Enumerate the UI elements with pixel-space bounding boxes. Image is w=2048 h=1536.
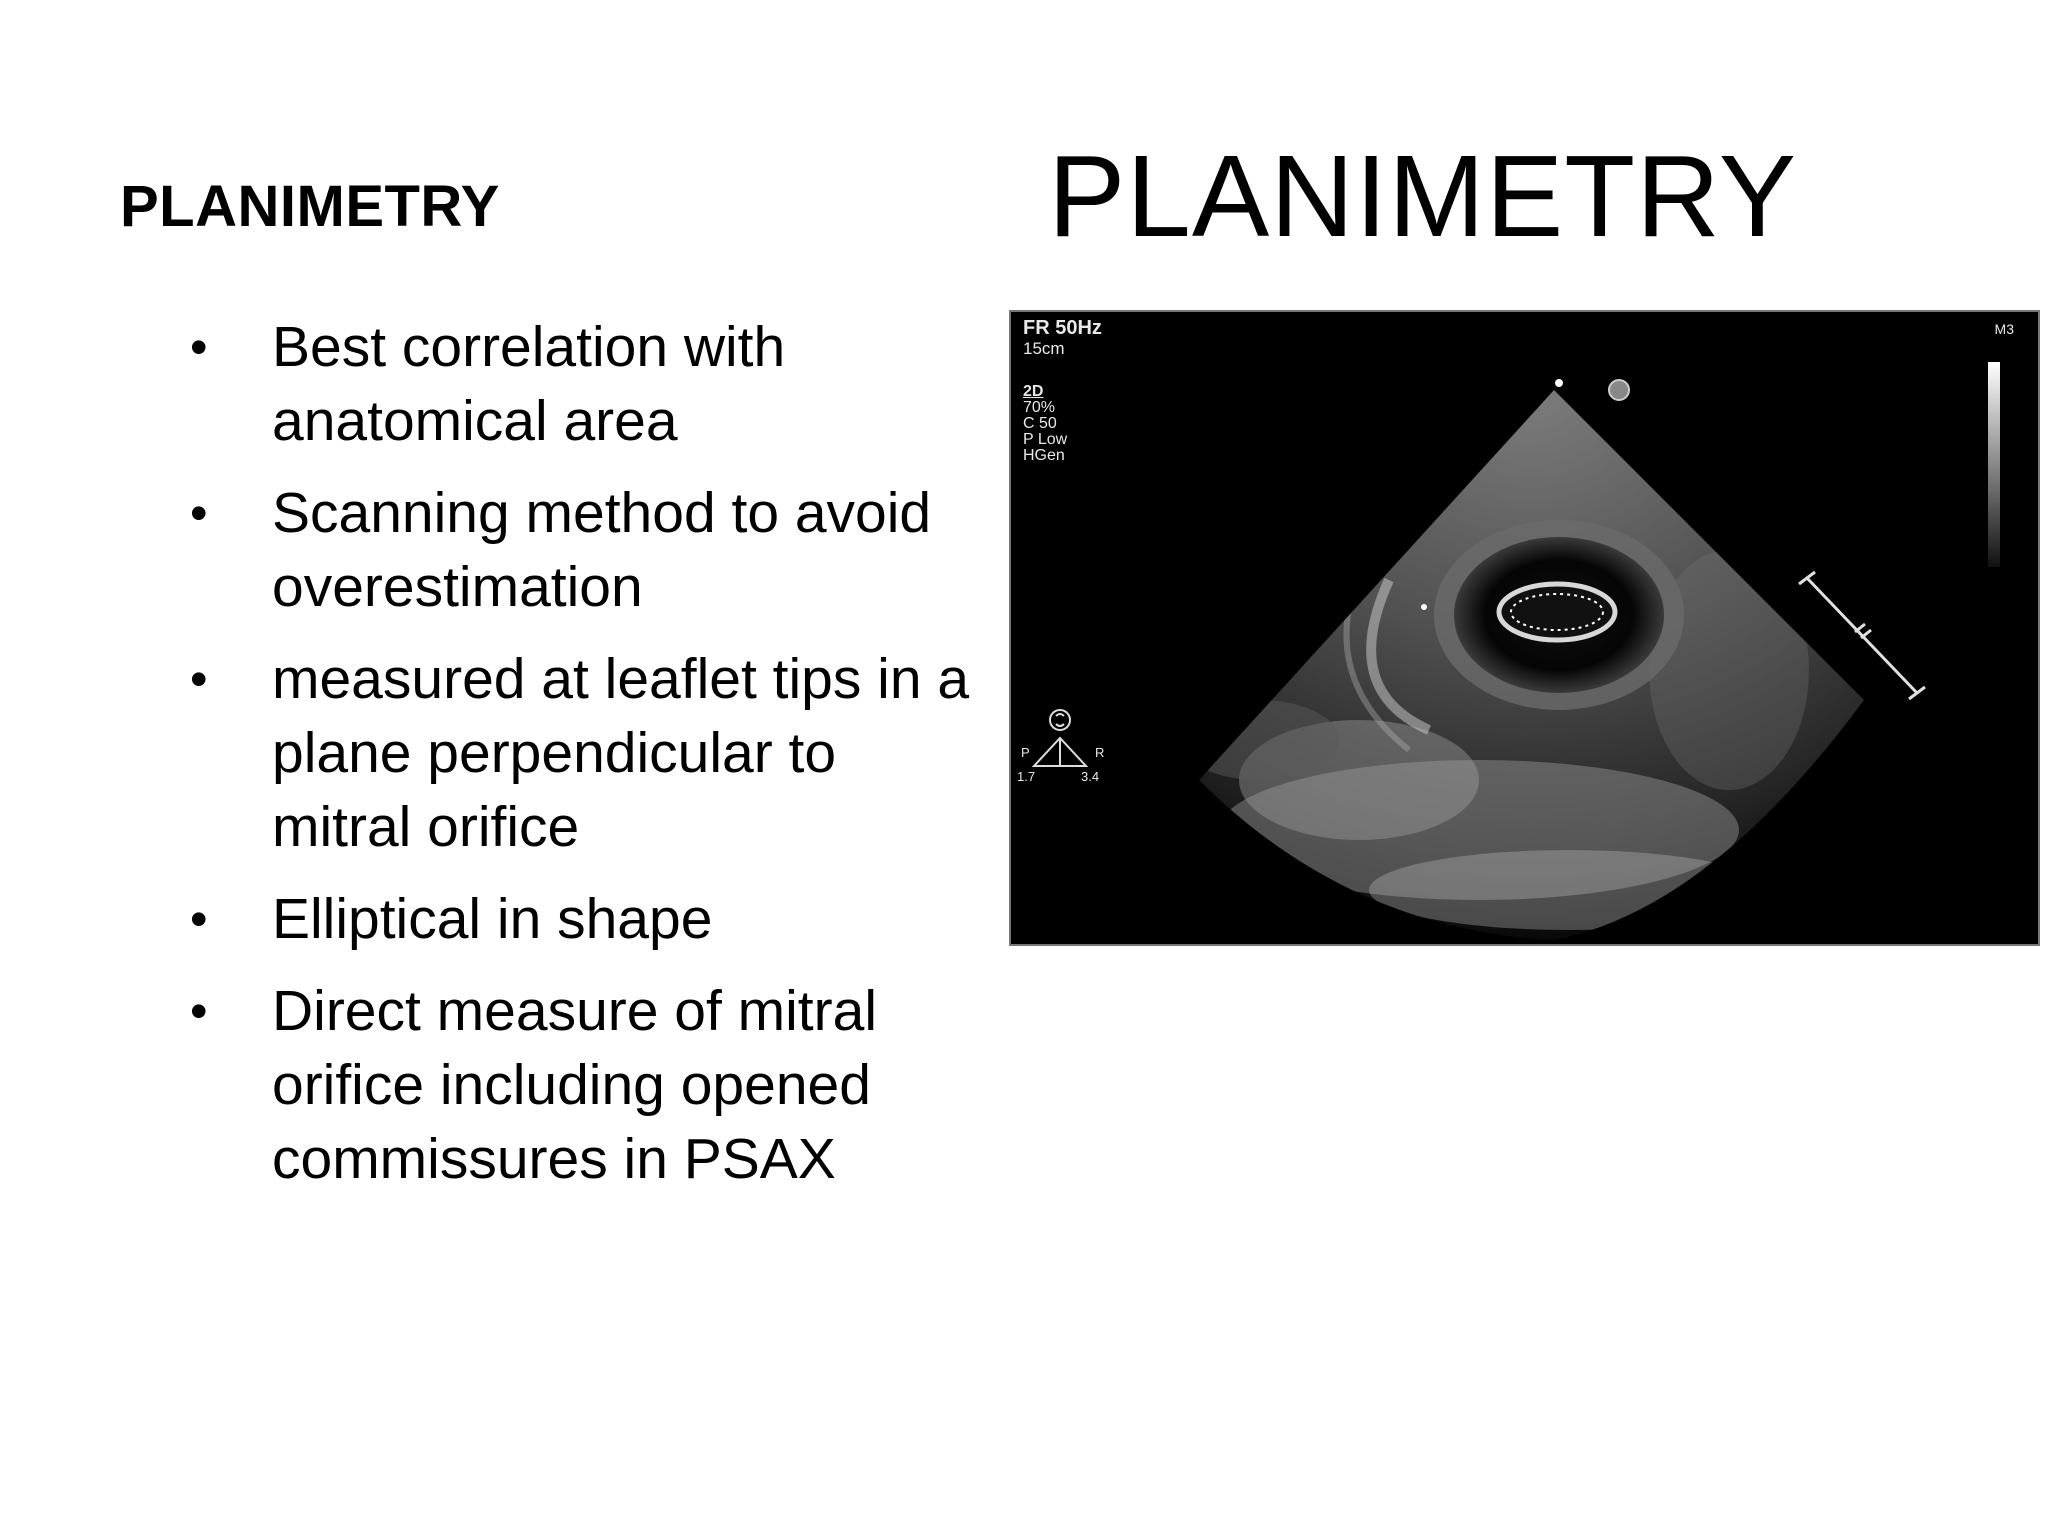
bullet-text: Scanning method to avoid overestimation	[272, 481, 932, 619]
orientation-marker	[1609, 380, 1629, 400]
probe-orientation-icon	[1034, 710, 1086, 766]
param-compression: C 50	[1023, 415, 1057, 432]
section-title: PLANIMETRY	[120, 174, 500, 239]
param-gain: 70%	[1023, 399, 1056, 416]
bullet-dot-icon: •	[190, 319, 208, 375]
param-frequency: HGen	[1023, 447, 1065, 464]
mode-label: 2D	[1023, 383, 1044, 400]
probe-left-label: P	[1021, 745, 1030, 760]
slide-title: PLANIMETRY	[1048, 131, 1798, 261]
bullet-text: measured at leaflet tips in a plane perpendicular to mitral orifice	[272, 647, 970, 859]
ultrasound-scan	[1009, 310, 2040, 946]
echocardiogram-image	[1009, 310, 2040, 946]
grayscale-bar	[1988, 362, 2000, 567]
frame-rate-label: FR 50Hz	[1023, 317, 1102, 339]
bullet-list	[180, 310, 980, 1214]
bullet-dot-icon: •	[190, 983, 208, 1039]
probe-right-label: R	[1095, 745, 1105, 760]
bullet-dot-icon: •	[190, 891, 208, 947]
bullet-text: Direct measure of mitral orifice including opened commissures in PSAX	[272, 979, 877, 1191]
param-power: P Low	[1023, 431, 1068, 448]
bullet-dot-icon: •	[190, 651, 208, 707]
bullet-item	[180, 642, 980, 864]
scan-parameters	[1023, 384, 1067, 464]
probe-left-value: 1.7	[1017, 769, 1036, 784]
bullet-text: Best correlation with anatomical area	[272, 315, 786, 453]
bullet-item	[180, 476, 980, 624]
bullet-text: Elliptical in shape	[272, 887, 713, 951]
probe-marker-dot	[1555, 379, 1563, 387]
bullet-dot-icon: •	[190, 485, 208, 541]
bullet-item	[180, 974, 980, 1196]
transducer-label: M3	[1994, 321, 2014, 337]
depth-label: 15cm	[1023, 339, 1065, 358]
bullet-item	[180, 882, 980, 956]
bullet-item	[180, 310, 980, 458]
mitral-orifice	[1499, 584, 1615, 640]
probe-right-value: 3.4	[1081, 769, 1100, 784]
